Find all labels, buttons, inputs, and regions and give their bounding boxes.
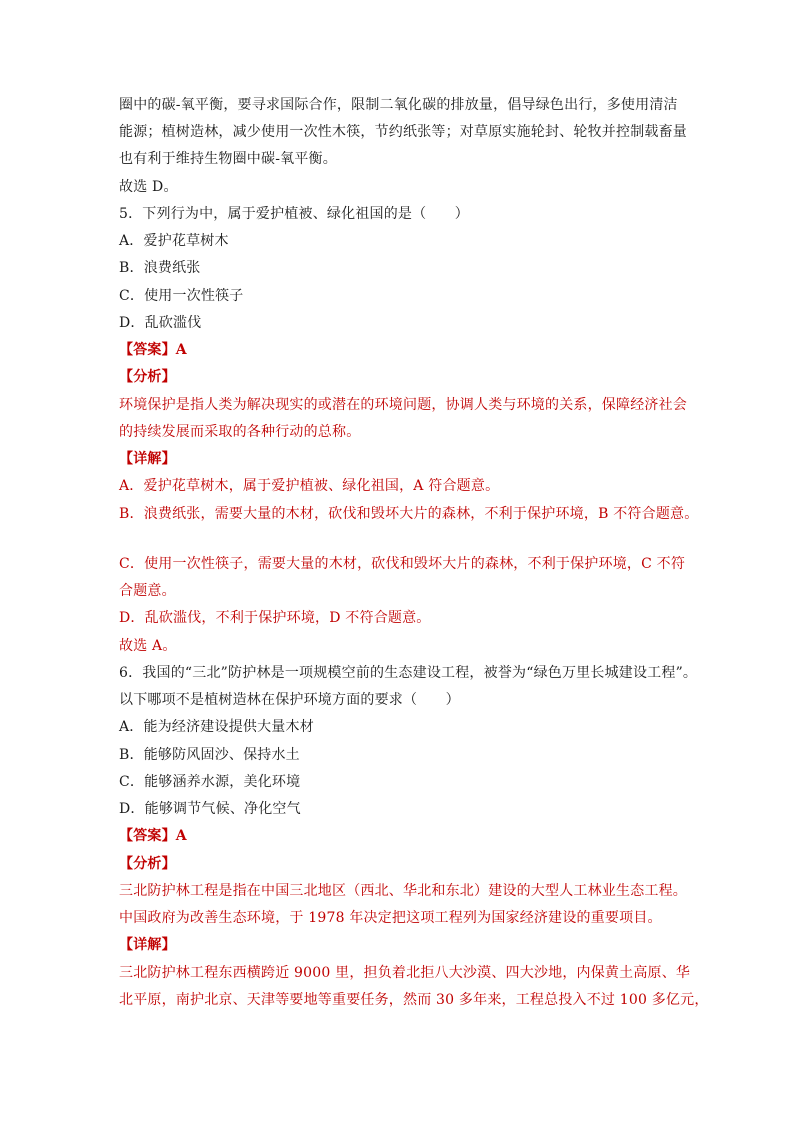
question-5-option-c: C．使用一次性筷子 <box>119 288 244 304</box>
explanation-line: B．浪费纸张，需要大量的木材，砍伐和毁坏大片的森林，不利于保护环境，B 不符合题意。 <box>119 506 699 522</box>
answer-label: 【答案】A <box>119 828 187 844</box>
question-6-option-c: C．能够涵养水源，美化环境 <box>119 774 301 790</box>
question-6-stem: 以下哪项不是植树造林在保护环境方面的要求（ ） <box>119 692 460 708</box>
analysis-label: 【分析】 <box>119 856 176 872</box>
answer-label: 【答案】A <box>119 342 187 358</box>
explanation-label: 【详解】 <box>119 937 176 953</box>
analysis-line: 中国政府为改善生态环境，于 1978 年决定把这项工程列为国家经济建设的重要项目。 <box>119 910 662 926</box>
question-6-option-b: B．能够防风固沙、保持水土 <box>119 747 300 763</box>
explanation-label: 【详解】 <box>119 451 176 467</box>
explanation-line: A．爱护花草树木，属于爱护植被、绿化祖国，A 符合题意。 <box>119 478 500 494</box>
conclusion-line: 故选 D。 <box>119 179 178 195</box>
explanation-line: 北平原，南护北京、天津等要地等重要任务，然而 30 多年来，工程总投入不过 100 多亿元， <box>119 992 709 1008</box>
explanation-line: D．乱砍滥伐，不利于保护环境，D 不符合题意。 <box>119 610 431 626</box>
explanation-line: 合题意。 <box>119 583 176 599</box>
question-5-option-a: A．爱护花草树木 <box>119 233 229 249</box>
question-5-option-d: D．乱砍滥伐 <box>119 315 202 331</box>
explanation-line: C．使用一次性筷子，需要大量的木材，砍伐和毁坏大片的森林，不利于保护环境，C 不符 <box>119 556 686 572</box>
analysis-line: 的持续发展而采取的各种行动的总称。 <box>119 424 361 440</box>
explanation-line: 三北防护林工程东西横跨近 9000 里，担负着北拒八大沙漠、四大沙地，内保黄土高原、华 <box>119 965 691 981</box>
question-5-stem: 5．下列行为中，属于爱护植被、绿化祖国的是（ ） <box>119 206 469 222</box>
analysis-line: 三北防护林工程是指在中国三北地区（西北、华北和东北）建设的大型人工林业生态工程。 <box>119 883 687 899</box>
analysis-label: 【分析】 <box>119 369 176 385</box>
paragraph-line: 能源；植树造林，减少使用一次性木筷，节约纸张等；对草原实施轮封、轮牧并控制载畜量 <box>119 124 687 140</box>
question-6-option-d: D．能够调节气候、净化空气 <box>119 801 301 817</box>
question-6-stem: 6．我国的“三北”防护林是一项规模空前的生态建设工程，被誉为“绿色万里长城建设工程”。 <box>119 665 698 681</box>
paragraph-line: 圈中的碳-氧平衡，要寻求国际合作，限制二氧化碳的排放量，倡导绿色出行，多使用清洁 <box>119 97 678 113</box>
analysis-line: 环境保护是指人类为解决现实的或潜在的环境问题，协调人类与环境的关系，保障经济社会 <box>119 397 687 413</box>
conclusion-line: 故选 A。 <box>119 638 177 654</box>
paragraph-line: 也有利于维持生物圈中碳-氧平衡。 <box>119 151 337 167</box>
question-5-option-b: B．浪费纸张 <box>119 260 201 276</box>
question-6-option-a: A．能为经济建设提供大量木材 <box>119 719 314 735</box>
